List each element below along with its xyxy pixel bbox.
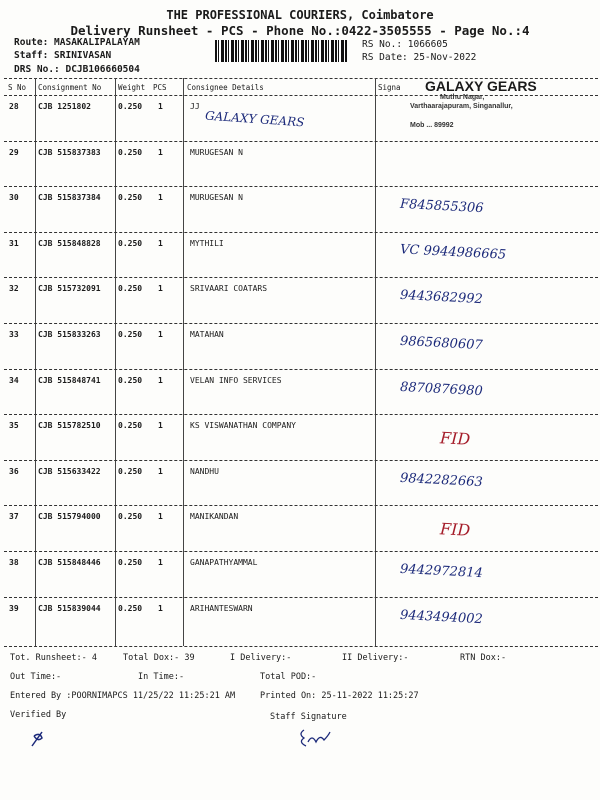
row-divider xyxy=(4,597,598,598)
printed-on: Printed On: 25-11-2022 11:25:27 xyxy=(260,691,419,701)
row-consignment-no: CJB 515794000 xyxy=(38,512,101,522)
staff-signature-mark xyxy=(296,724,336,748)
row-sno: 31 xyxy=(9,238,19,248)
row-recipient-signature: 9442972814 xyxy=(399,561,484,582)
row-consignee: MANIKANDAN xyxy=(190,512,239,522)
row-divider xyxy=(4,141,598,142)
row-consignee: GANAPATHYAMMAL xyxy=(190,558,258,567)
row-consignment-no: CJB 515837383 xyxy=(38,147,101,157)
row-consignment-no: CJB 515839044 xyxy=(38,603,101,613)
verified-by: Verified By xyxy=(10,710,67,720)
first-delivery: I Delivery:- xyxy=(230,653,292,663)
divider xyxy=(4,646,598,647)
row-sno: 33 xyxy=(9,330,19,339)
row-consignment-no: CJB 515833263 xyxy=(38,330,101,339)
rs-number: RS No.: 1066605 xyxy=(362,39,448,50)
column-divider xyxy=(115,78,116,646)
row-recipient-signature: 9443682992 xyxy=(399,288,484,308)
staff-signature: Staff Signature xyxy=(270,712,347,722)
drs-number: DRS No.: DCJB106660504 xyxy=(14,64,140,75)
row-weight: 0.250 xyxy=(118,330,143,339)
total-runsheet: Tot. Runsheet:- 4 xyxy=(10,653,97,663)
entered-by: Entered By :POORNIMAPCS 11/25/22 11:25:21 AM xyxy=(10,691,236,701)
row-recipient-signature: VC 9944986665 xyxy=(399,242,507,263)
row-consignment-no: CJB 515782510 xyxy=(38,421,101,431)
row-weight: 0.250 xyxy=(118,147,143,157)
column-divider xyxy=(375,78,376,646)
stamp-address: Muthu Nagar, xyxy=(440,94,485,101)
row-pcs: 1 xyxy=(158,102,163,111)
row-recipient-signature: 8870876980 xyxy=(399,379,484,399)
row-sno: 35 xyxy=(9,421,19,431)
staff: Staff: SRINIVASAN xyxy=(14,50,112,61)
col-pcs: PCS xyxy=(153,83,167,92)
row-recipient-signature: FID xyxy=(439,428,471,449)
total-pod: Total POD:- xyxy=(260,672,317,682)
row-weight: 0.250 xyxy=(118,421,143,431)
row-sno: 37 xyxy=(9,512,19,522)
row-divider xyxy=(4,369,598,370)
row-pcs: 1 xyxy=(158,284,163,294)
divider xyxy=(4,95,598,96)
company-stamp: GALAXY GEARS xyxy=(425,78,537,94)
row-divider xyxy=(4,505,598,506)
row-pcs: 1 xyxy=(158,466,163,476)
row-pcs: 1 xyxy=(158,603,163,613)
row-consignee: MURUGESAN N xyxy=(190,193,243,203)
col-sno: S No xyxy=(8,83,27,92)
col-consignment: Consignment No xyxy=(38,83,102,92)
rs-date: RS Date: 25-Nov-2022 xyxy=(362,52,477,63)
col-weight: Weight xyxy=(118,83,146,92)
row-recipient-signature: 9443494002 xyxy=(399,607,484,627)
row-consignee: KS VISWANATHAN COMPANY xyxy=(190,421,296,431)
column-divider xyxy=(35,78,36,646)
row-consignment-no: CJB 515848446 xyxy=(38,558,101,567)
in-time: In Time:- xyxy=(138,672,185,682)
row-divider xyxy=(4,414,598,415)
out-time: Out Time:- xyxy=(10,672,62,682)
row-recipient-signature: FID xyxy=(439,519,471,541)
row-divider xyxy=(4,277,598,278)
row-pcs: 1 xyxy=(158,512,163,522)
row-weight: 0.250 xyxy=(118,238,143,248)
row-weight: 0.250 xyxy=(118,603,143,613)
row-divider xyxy=(4,460,598,461)
row-weight: 0.250 xyxy=(118,284,143,294)
column-divider xyxy=(183,78,184,646)
stamp-address: Varthaarajapuram, Singanallur, xyxy=(410,103,513,110)
row-pcs: 1 xyxy=(158,375,163,385)
row-pcs: 1 xyxy=(158,421,163,431)
col-signature: Signa xyxy=(378,83,401,92)
row-divider xyxy=(4,323,598,324)
row-consignment-no: CJB 515837384 xyxy=(38,193,101,203)
row-divider xyxy=(4,232,598,233)
row-sno: 39 xyxy=(9,603,19,613)
row-consignee: MATAHAN xyxy=(190,330,224,339)
row-sno: 38 xyxy=(9,558,19,567)
row-pcs: 1 xyxy=(158,238,163,248)
row-pcs: 1 xyxy=(158,147,163,157)
row-sno: 36 xyxy=(9,466,19,476)
second-delivery: II Delivery:- xyxy=(342,653,409,663)
row-consignee: MURUGESAN N xyxy=(190,147,243,157)
col-consignee: Consignee Details xyxy=(187,83,264,92)
route: Route: MASAKALIPALAYAM xyxy=(14,37,140,48)
row-consignment-no: CJB 515848828 xyxy=(38,238,101,248)
row-consignee: VELAN INFO SERVICES xyxy=(190,375,282,385)
row-consignee: ARIHANTESWARN xyxy=(190,603,253,613)
row-consignee: NANDHU xyxy=(190,466,219,476)
row-recipient-signature: 9842282663 xyxy=(399,470,484,490)
rtn-dox: RTN Dox:- xyxy=(460,653,507,663)
total-dox: Total Dox:- 39 xyxy=(123,653,195,663)
row-sno: 30 xyxy=(9,193,19,203)
row-weight: 0.250 xyxy=(118,558,143,567)
row-weight: 0.250 xyxy=(118,102,143,111)
stamp-mobile: Mob ... 89992 xyxy=(410,122,454,129)
row-consignment-no: CJB 515732091 xyxy=(38,284,101,294)
row-consignee: JJ xyxy=(190,102,200,111)
barcode xyxy=(215,40,347,62)
row-sno: 34 xyxy=(9,375,19,385)
row-consignee: SRIVAARI COATARS xyxy=(190,284,268,294)
row-pcs: 1 xyxy=(158,330,163,339)
row-pcs: 1 xyxy=(158,558,163,567)
row-recipient-signature: F845855306 xyxy=(399,197,484,217)
row-weight: 0.250 xyxy=(118,375,143,385)
row-pcs: 1 xyxy=(158,193,163,203)
row-sno: 29 xyxy=(9,147,19,157)
row-consignment-no: CJB 1251802 xyxy=(38,102,91,111)
row-consignment-no: CJB 515633422 xyxy=(38,466,101,476)
row-consignee: MYTHILI xyxy=(190,238,224,248)
row-weight: 0.250 xyxy=(118,512,143,522)
row-handwritten-note: GALAXY GEARS xyxy=(204,108,305,130)
row-divider xyxy=(4,186,598,187)
row-sno: 32 xyxy=(9,284,19,294)
row-divider xyxy=(4,551,598,552)
company-title: THE PROFESSIONAL COURIERS, Coimbatore xyxy=(166,8,434,22)
row-weight: 0.250 xyxy=(118,466,143,476)
verifier-signature-mark xyxy=(28,728,48,750)
runsheet-title: Delivery Runsheet - PCS - Phone No.:0422-3505555 - Page No.:4 xyxy=(70,23,530,38)
row-sno: 28 xyxy=(9,102,19,111)
row-recipient-signature: 9865680607 xyxy=(399,333,484,354)
row-weight: 0.250 xyxy=(118,193,143,203)
row-consignment-no: CJB 515848741 xyxy=(38,375,101,385)
